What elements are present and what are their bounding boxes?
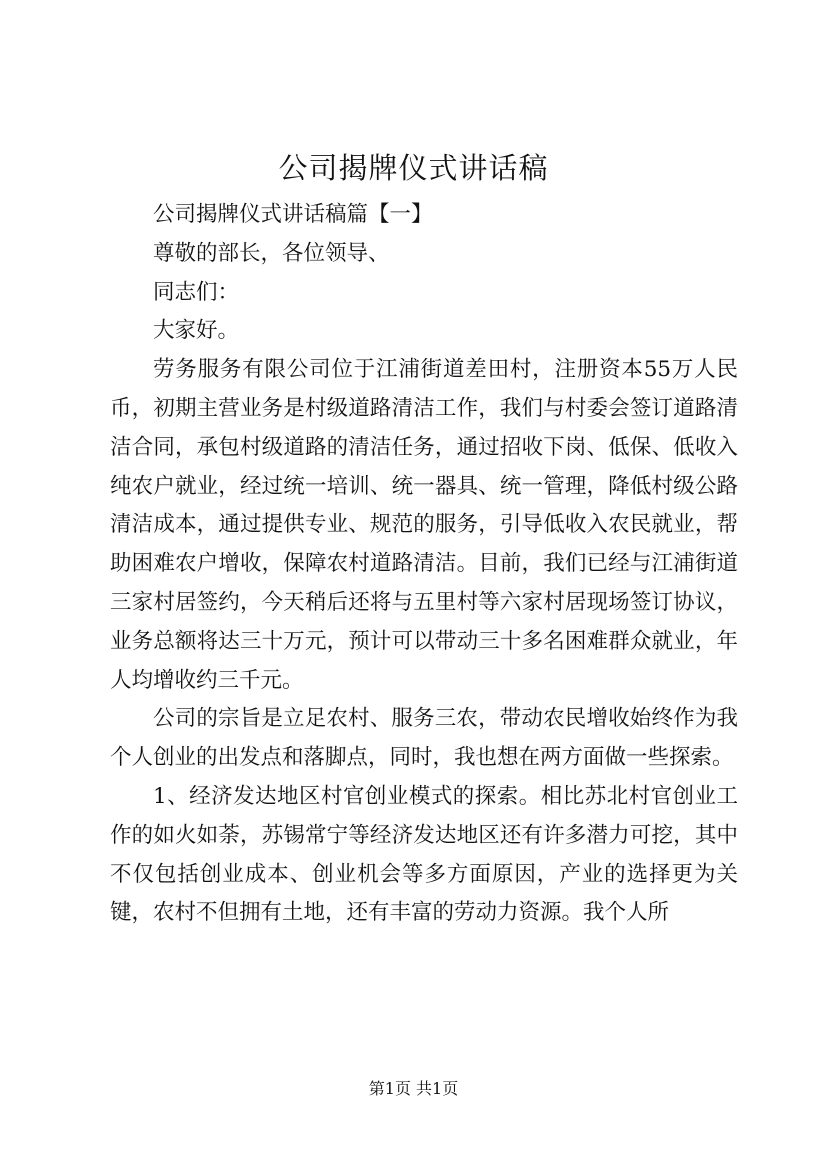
paragraph-company-purpose: 公司的宗旨是立足农村、服务三农，带动农民增收始终作为我个人创业的出发点和落脚点，同时，我也想在两方面做一些探索。 bbox=[110, 706, 738, 771]
paragraph-salutation: 尊敬的部长，各位领导、 bbox=[153, 240, 390, 266]
document-title: 公司揭牌仪式讲话稿 bbox=[278, 151, 549, 185]
paragraph-heading: 公司揭牌仪式讲话稿篇【一】 bbox=[153, 202, 433, 227]
paragraph-company-intro: 劳务服务有限公司位于江浦街道差田村，注册资本55万人民币，初期主营业务是村级道路清洁工作，我们与村委会签订道路清洁合同，承包村级道路的清洁任务，通过招收下岗、低保、低收入纯农户就业，经过统一培训、统一器具、统一管理，降低村级公路清洁成本，通过提供专业、规范的服务，引导低收入农民就业，帮助困难农户增收，保障农村道路清洁。目前，我们已经与江浦街道三家村居签约，今天稍后还将与五里村等六家村居现场签订协议，业务总额将达三十万元，预计可以带动三十多名困难群众就业，年人均增收约三千元。 bbox=[110, 357, 738, 693]
page-number-footer: 第1页 共1页 bbox=[368, 1079, 459, 1098]
paragraph-greeting: 大家好。 bbox=[153, 318, 240, 344]
document-body bbox=[110, 196, 738, 933]
paragraph-salutation-continued: 同志们： bbox=[153, 279, 240, 305]
paragraph-exploration-one: 1、经济发达地区村官创业模式的探索。相比苏北村官创业工作的如火如荼，苏锡常宁等经济发达地区还有许多潜力可挖，其中不仅包括创业成本、创业机会等多方面原因，产业的选择更为关键，农村不但拥有土地，还有丰富的劳动力资源。我个人所 bbox=[110, 783, 738, 926]
